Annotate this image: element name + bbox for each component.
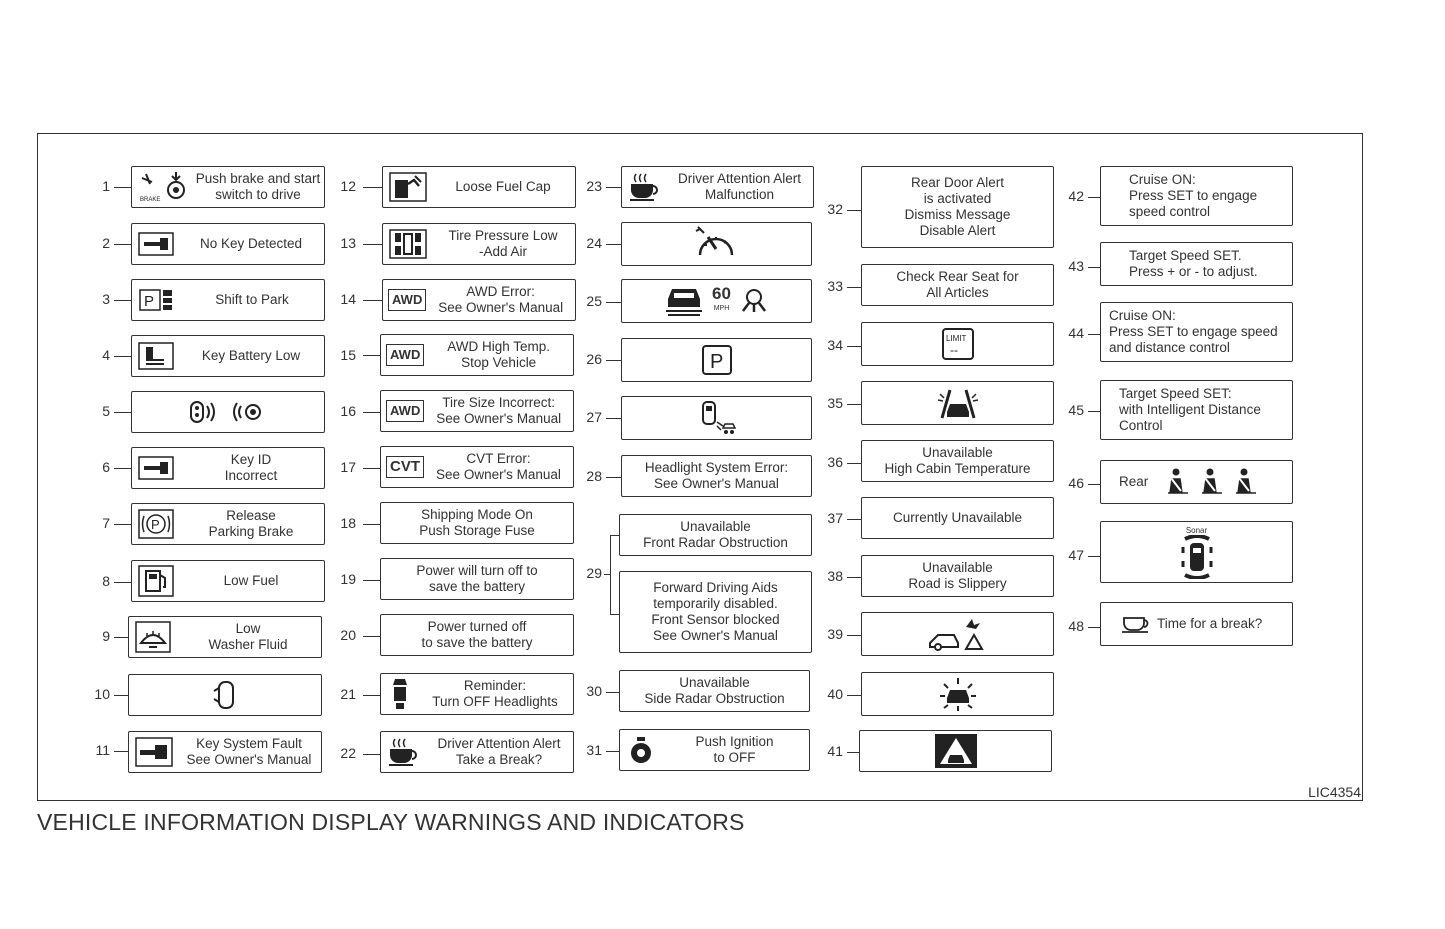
item-number-5: 5 <box>102 403 110 419</box>
indicator-text: Forward Driving Aids temporarily disabled. Front Sensor blocked See Owner's Manual <box>651 580 780 643</box>
indicator-text: Key System Fault See Owner's Manual <box>186 736 312 767</box>
indicator-text: Unavailable Road is Slippery <box>908 560 1007 591</box>
item-number-32: 32 <box>827 201 843 217</box>
indicator-text: Key Battery Low <box>201 348 301 363</box>
indicator-text: Power turned off to save the battery <box>421 619 533 650</box>
indicator-text: Check Rear Seat for All Articles <box>896 269 1019 300</box>
item-number-30: 30 <box>586 683 602 699</box>
indicator-text: Tire Pressure Low -Add Air <box>448 228 558 259</box>
item-number-1: 1 <box>102 178 110 194</box>
indicator-text: Shift to Park <box>215 292 289 307</box>
item-number-45: 45 <box>1068 402 1084 418</box>
item-number-40: 40 <box>827 686 843 702</box>
park-letter: P <box>709 351 723 373</box>
item-number-22: 22 <box>340 745 356 761</box>
indicator-text: Reminder: Turn OFF Headlights <box>432 678 558 709</box>
indicator-text: Unavailable High Cabin Temperature <box>884 445 1031 476</box>
indicator-text: Push brake and start switch to drive <box>195 171 321 202</box>
awd-icon: AWD <box>386 344 424 366</box>
item-number-17: 17 <box>340 459 356 475</box>
brake-label: BRAKE <box>140 197 161 203</box>
indicator-text: Push Ignition to OFF <box>695 734 774 765</box>
item-number-8: 8 <box>102 573 110 589</box>
indicator-text: Tire Size Incorrect: See Owner's Manual <box>436 395 562 426</box>
item-number-31: 31 <box>586 742 602 758</box>
indicator-text: Low Washer Fluid <box>208 621 288 652</box>
figure-caption: VEHICLE INFORMATION DISPLAY WARNINGS AND INDICATORS <box>37 809 745 835</box>
awd-icon: AWD <box>386 400 424 422</box>
item-number-33: 33 <box>827 278 843 294</box>
indicator-text: Currently Unavailable <box>892 510 1023 525</box>
figure-code: LIC4354 <box>1308 784 1361 800</box>
item-number-34: 34 <box>827 337 843 353</box>
item-number-2: 2 <box>102 235 110 251</box>
item-number-47: 47 <box>1068 547 1084 563</box>
awd-icon: AWD <box>388 289 426 311</box>
indicator-text: Power will turn off to save the battery <box>416 563 538 594</box>
item-number-44: 44 <box>1068 325 1084 341</box>
item-number-42: 42 <box>1068 188 1084 204</box>
item-number-26: 26 <box>586 351 602 367</box>
indicator-text: Cruise ON: Press SET to engage speed control <box>1129 172 1258 219</box>
item-number-46: 46 <box>1068 475 1084 491</box>
speed-value: 60 <box>712 283 731 303</box>
indicator-text: AWD High Temp. Stop Vehicle <box>447 339 551 370</box>
indicator-text: CVT Error: See Owner's Manual <box>436 451 561 482</box>
item-number-38: 38 <box>827 568 843 584</box>
speed-unit: MPH <box>713 304 730 312</box>
item-number-7: 7 <box>102 515 110 531</box>
item-number-36: 36 <box>827 454 843 470</box>
item-number-35: 35 <box>827 395 843 411</box>
item-number-27: 27 <box>586 409 602 425</box>
item-number-39: 39 <box>827 626 843 642</box>
indicator-text: Unavailable Front Radar Obstruction <box>643 519 788 550</box>
item-number-24: 24 <box>586 235 602 251</box>
indicator-text: Unavailable Side Radar Obstruction <box>644 675 785 706</box>
item-number-15: 15 <box>340 347 356 363</box>
item-number-3: 3 <box>102 291 110 307</box>
indicator-text: Time for a break? <box>1157 616 1263 631</box>
indicator-text: Loose Fuel Cap <box>455 179 551 194</box>
rear-seatbelt-label: Rear <box>1119 474 1149 489</box>
indicator-text: Driver Attention Alert Malfunction <box>677 171 802 202</box>
indicator-text: Driver Attention Alert Take a Break? <box>437 736 561 767</box>
item-number-6: 6 <box>102 459 110 475</box>
item-number-18: 18 <box>340 515 356 531</box>
indicator-text: Shipping Mode On Push Storage Fuse <box>419 507 535 538</box>
limit-label: LIMIT <box>945 334 966 343</box>
park-letter: P <box>144 293 155 310</box>
indicator-text: Rear Door Alert is activated Dismiss Message Disable Alert <box>904 175 1011 238</box>
indicator-text: Headlight System Error: See Owner's Manual <box>644 460 789 491</box>
item-number-29: 29 <box>586 565 602 581</box>
limit-dashes: -- <box>949 343 958 357</box>
indicator-text: AWD Error: See Owner's Manual <box>438 284 564 315</box>
item-number-21: 21 <box>340 686 356 702</box>
sonar-label: Sonar <box>1185 525 1208 535</box>
item-number-16: 16 <box>340 403 356 419</box>
indicator-text: No Key Detected <box>199 236 303 251</box>
item-number-13: 13 <box>340 235 356 251</box>
item-number-14: 14 <box>340 291 356 307</box>
item-number-28: 28 <box>586 468 602 484</box>
item-number-41: 41 <box>827 743 843 759</box>
item-number-20: 20 <box>340 627 356 643</box>
item-number-23: 23 <box>586 178 602 194</box>
indicator-text: Release Parking Brake <box>208 508 294 539</box>
indicator-text: Key ID Incorrect <box>224 452 278 483</box>
figure-frame <box>37 133 1363 801</box>
indicator-text: Target Speed SET. Press + or - to adjust. <box>1129 248 1258 279</box>
item-number-25: 25 <box>586 293 602 309</box>
item-number-10: 10 <box>94 686 110 702</box>
cvt-icon: CVT <box>386 456 424 478</box>
item-number-11: 11 <box>95 742 110 758</box>
item-number-37: 37 <box>827 510 843 526</box>
indicator-text: Target Speed SET: with Intelligent Distance Control <box>1119 386 1261 433</box>
item-number-48: 48 <box>1068 618 1084 634</box>
item-number-12: 12 <box>340 178 356 194</box>
item-number-43: 43 <box>1068 258 1084 274</box>
park-letter: P <box>151 517 160 532</box>
item-number-4: 4 <box>102 347 110 363</box>
item-number-9: 9 <box>102 628 110 644</box>
indicator-text: Cruise ON: Press SET to engage speed and distance control <box>1109 308 1278 355</box>
item-number-19: 19 <box>340 571 356 587</box>
indicator-text: Low Fuel <box>223 573 279 588</box>
